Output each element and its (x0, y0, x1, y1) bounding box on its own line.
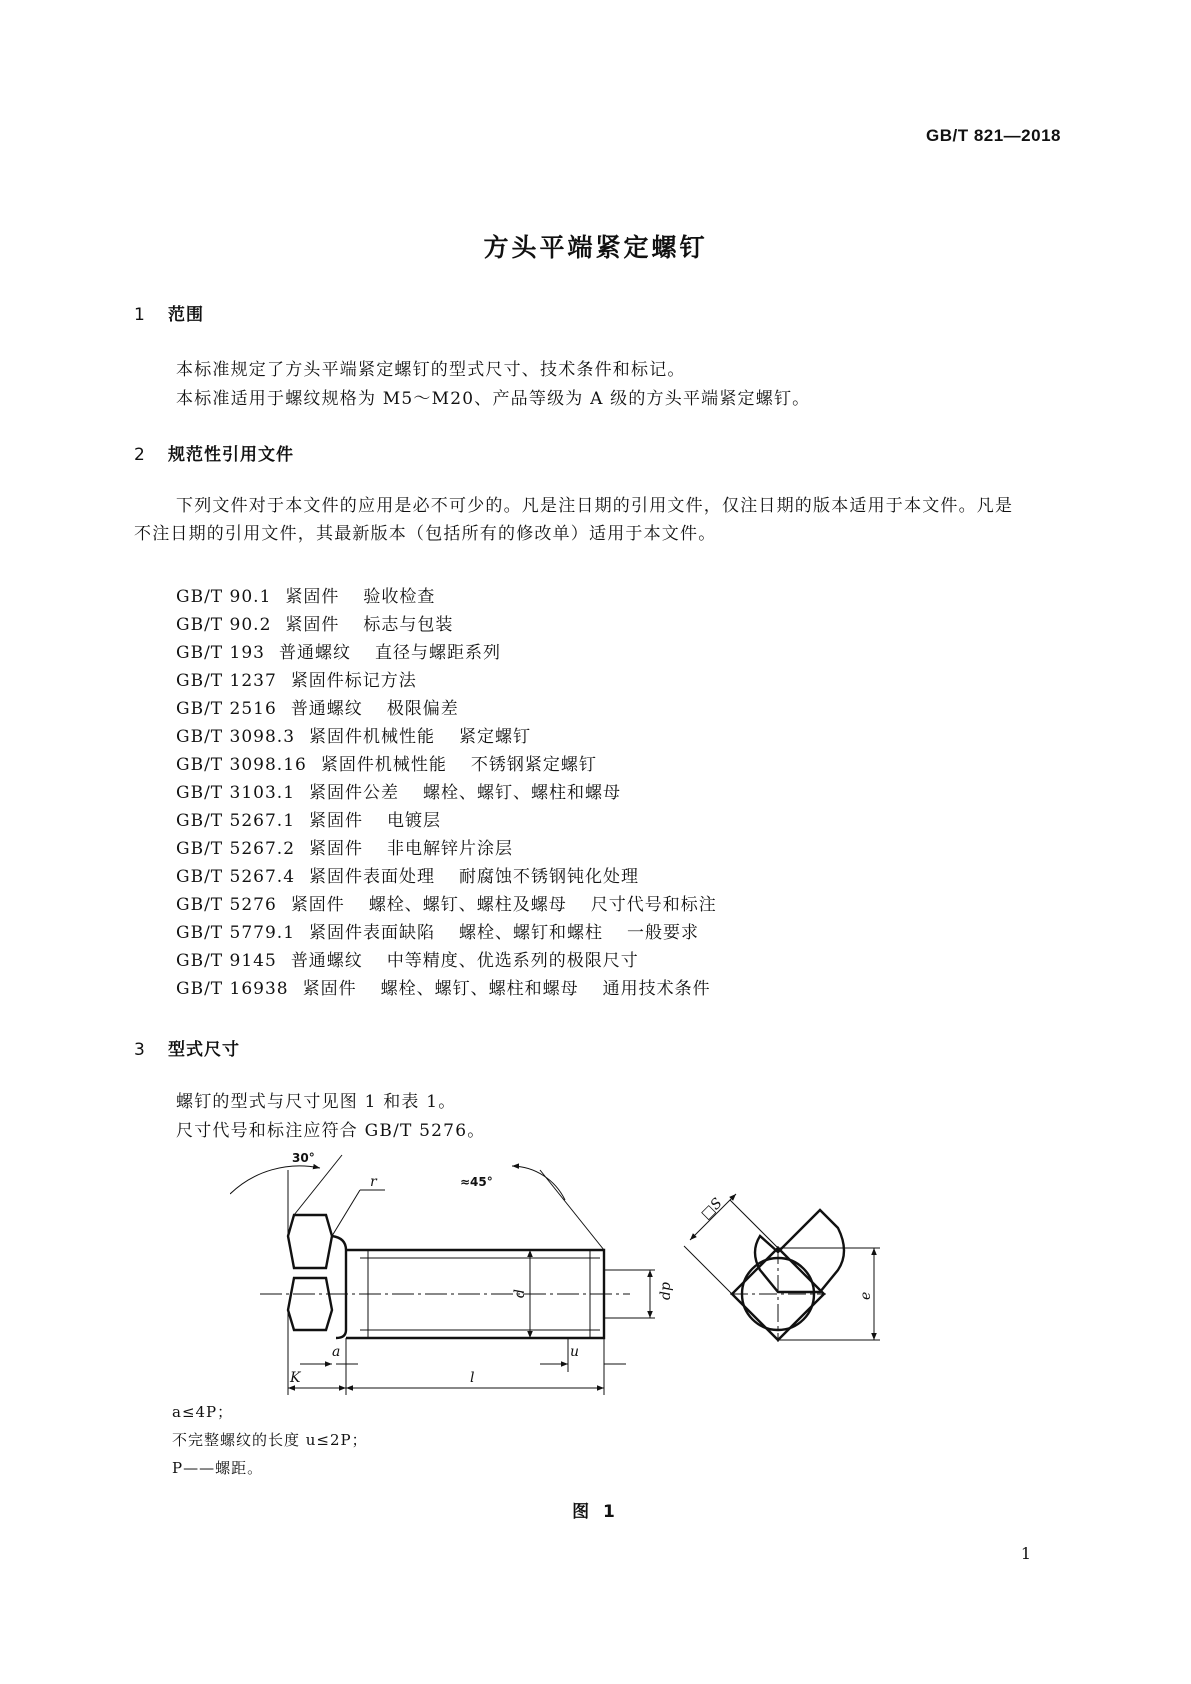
reference-item (176, 807, 717, 835)
reference-title-part: 紧固件 (302, 979, 357, 999)
screw-neck (332, 1236, 346, 1338)
reference-code: GB/T 3098.16 (176, 755, 307, 775)
reference-item (176, 947, 717, 975)
section-number: 2 (134, 445, 146, 465)
label-dp: dp (658, 1282, 674, 1300)
scope-paragraph-1: 本标准规定了方头平端紧定螺钉的型式尺寸、技术条件和标记。 (176, 360, 686, 380)
reference-title-part: 紧固件 (285, 587, 340, 607)
reference-item (176, 835, 717, 863)
references-intro: 下列文件对于本文件的应用是必不可少的。凡是注日期的引用文件，仅注日期的版本适用于本文件。凡是不注日期的引用文件，其最新版本（包括所有的修改单）适用于本文件。 (134, 496, 1014, 544)
screw-head-lower (288, 1278, 332, 1330)
reference-item (176, 667, 717, 695)
reference-code: GB/T 5267.2 (176, 839, 296, 859)
form-paragraph-1: 螺钉的型式与尺寸见图 1 和表 1。 (176, 1092, 457, 1112)
reference-item (176, 863, 717, 891)
label-u: u (570, 1344, 580, 1360)
label-K: K (290, 1370, 301, 1386)
reference-title-part: 通用技术条件 (602, 979, 711, 999)
label-d: d (512, 1289, 528, 1298)
reference-title-part: 螺栓、螺钉、螺柱和螺母 (423, 783, 622, 803)
reference-item (176, 975, 717, 1003)
reference-code: GB/T 193 (176, 643, 265, 663)
reference-title-part: 紧固件机械性能 (320, 755, 447, 775)
reference-title-part: 普通螺纹 (290, 699, 363, 719)
reference-title-part: 紧固件表面处理 (309, 867, 436, 887)
reference-title-part: 紧固件 (309, 811, 364, 831)
reference-title-part: 验收检查 (363, 587, 436, 607)
reference-title-part: 螺栓、螺钉、螺柱及螺母 (368, 895, 567, 915)
reference-code: GB/T 3098.3 (176, 727, 296, 747)
reference-code: GB/T 5267.4 (176, 867, 296, 887)
figure-1-drawing (230, 1150, 970, 1395)
section-title: 范围 (168, 305, 204, 325)
page-title: 方头平端紧定螺钉 (483, 233, 708, 262)
reference-item (176, 723, 717, 751)
reference-title-part: 普通螺纹 (290, 951, 363, 971)
label-angle-30: 30° (292, 1151, 315, 1165)
figure-notes (172, 1398, 368, 1482)
reference-title-part: 紧固件表面缺陷 (309, 923, 436, 943)
reference-title-part: 螺栓、螺钉、螺柱和螺母 (380, 979, 579, 999)
section-1-heading (134, 300, 204, 325)
reference-code: GB/T 90.1 (176, 587, 272, 607)
reference-title-part: 普通螺纹 (279, 643, 351, 663)
label-square-s: □S (698, 1195, 726, 1223)
reference-item (176, 695, 717, 723)
section-2-heading (134, 440, 294, 465)
reference-title-part: 紧固件 (285, 615, 340, 635)
reference-title-part: 电镀层 (387, 811, 442, 831)
reference-title-part: 螺栓、螺钉和螺柱 (459, 923, 604, 943)
reference-title-part: 紧固件公差 (309, 783, 400, 803)
reference-title-part: 紧固件标记方法 (290, 671, 417, 691)
standard-code: GB/T 821—2018 (925, 126, 1061, 145)
reference-item (176, 779, 717, 807)
reference-item (176, 751, 717, 779)
reference-code: GB/T 9145 (176, 951, 277, 971)
reference-code: GB/T 5267.1 (176, 811, 296, 831)
label-angle-45: ≈45° (460, 1175, 493, 1189)
reference-title-part: 耐腐蚀不锈钢钝化处理 (459, 867, 640, 887)
reference-title-part: 尺寸代号和标注 (590, 895, 717, 915)
reference-code: GB/T 90.2 (176, 615, 272, 635)
section-title: 规范性引用文件 (168, 445, 294, 465)
reference-title-part: 极限偏差 (386, 699, 459, 719)
reference-title-part: 紧定螺钉 (459, 727, 532, 747)
reference-item (176, 583, 717, 611)
reference-title-part: 一般要求 (627, 923, 700, 943)
reference-code: GB/T 16938 (176, 979, 289, 999)
reference-title-part: 紧固件 (290, 895, 345, 915)
reference-item (176, 611, 717, 639)
scope-paragraph-2: 本标准适用于螺纹规格为 M5～M20、产品等级为 A 级的方头平端紧定螺钉。 (176, 389, 811, 409)
page-number: 1 (1020, 1544, 1031, 1563)
note-line: P——螺距。 (172, 1459, 264, 1477)
reference-code: GB/T 5276 (176, 895, 277, 915)
reference-code: GB/T 5779.1 (176, 923, 296, 943)
note-line: 不完整螺纹的长度 u≤2P； (172, 1431, 368, 1449)
label-r: r (370, 1174, 377, 1190)
reference-list (176, 583, 717, 1003)
reference-title-part: 标志与包装 (363, 615, 454, 635)
screw-side-view (288, 1215, 604, 1338)
section-number: 1 (134, 305, 146, 325)
reference-code: GB/T 3103.1 (176, 783, 296, 803)
reference-title-part: 中等精度、优选系列的极限尺寸 (386, 951, 639, 971)
section-title: 型式尺寸 (168, 1040, 240, 1060)
reference-title-part: 不锈钢紧定螺钉 (470, 755, 597, 775)
figure-caption: 图 1 (572, 1502, 619, 1522)
section-number: 3 (134, 1040, 146, 1060)
label-a: a (332, 1344, 341, 1360)
screw-head-upper (288, 1215, 332, 1268)
reference-title-part: 直径与螺距系列 (375, 643, 501, 663)
label-l: l (470, 1370, 475, 1386)
reference-title-part: 非电解锌片涂层 (387, 839, 514, 859)
form-paragraph-2: 尺寸代号和标注应符合 GB/T 5276。 (176, 1121, 486, 1141)
reference-item (176, 639, 717, 667)
reference-code: GB/T 2516 (176, 699, 277, 719)
note-line: a≤4P； (172, 1403, 234, 1421)
reference-title-part: 紧固件机械性能 (309, 727, 436, 747)
reference-title-part: 紧固件 (309, 839, 364, 859)
reference-item (176, 891, 717, 919)
section-3-heading (134, 1035, 240, 1060)
reference-item (176, 919, 717, 947)
reference-code: GB/T 1237 (176, 671, 277, 691)
label-e: e (858, 1291, 874, 1300)
